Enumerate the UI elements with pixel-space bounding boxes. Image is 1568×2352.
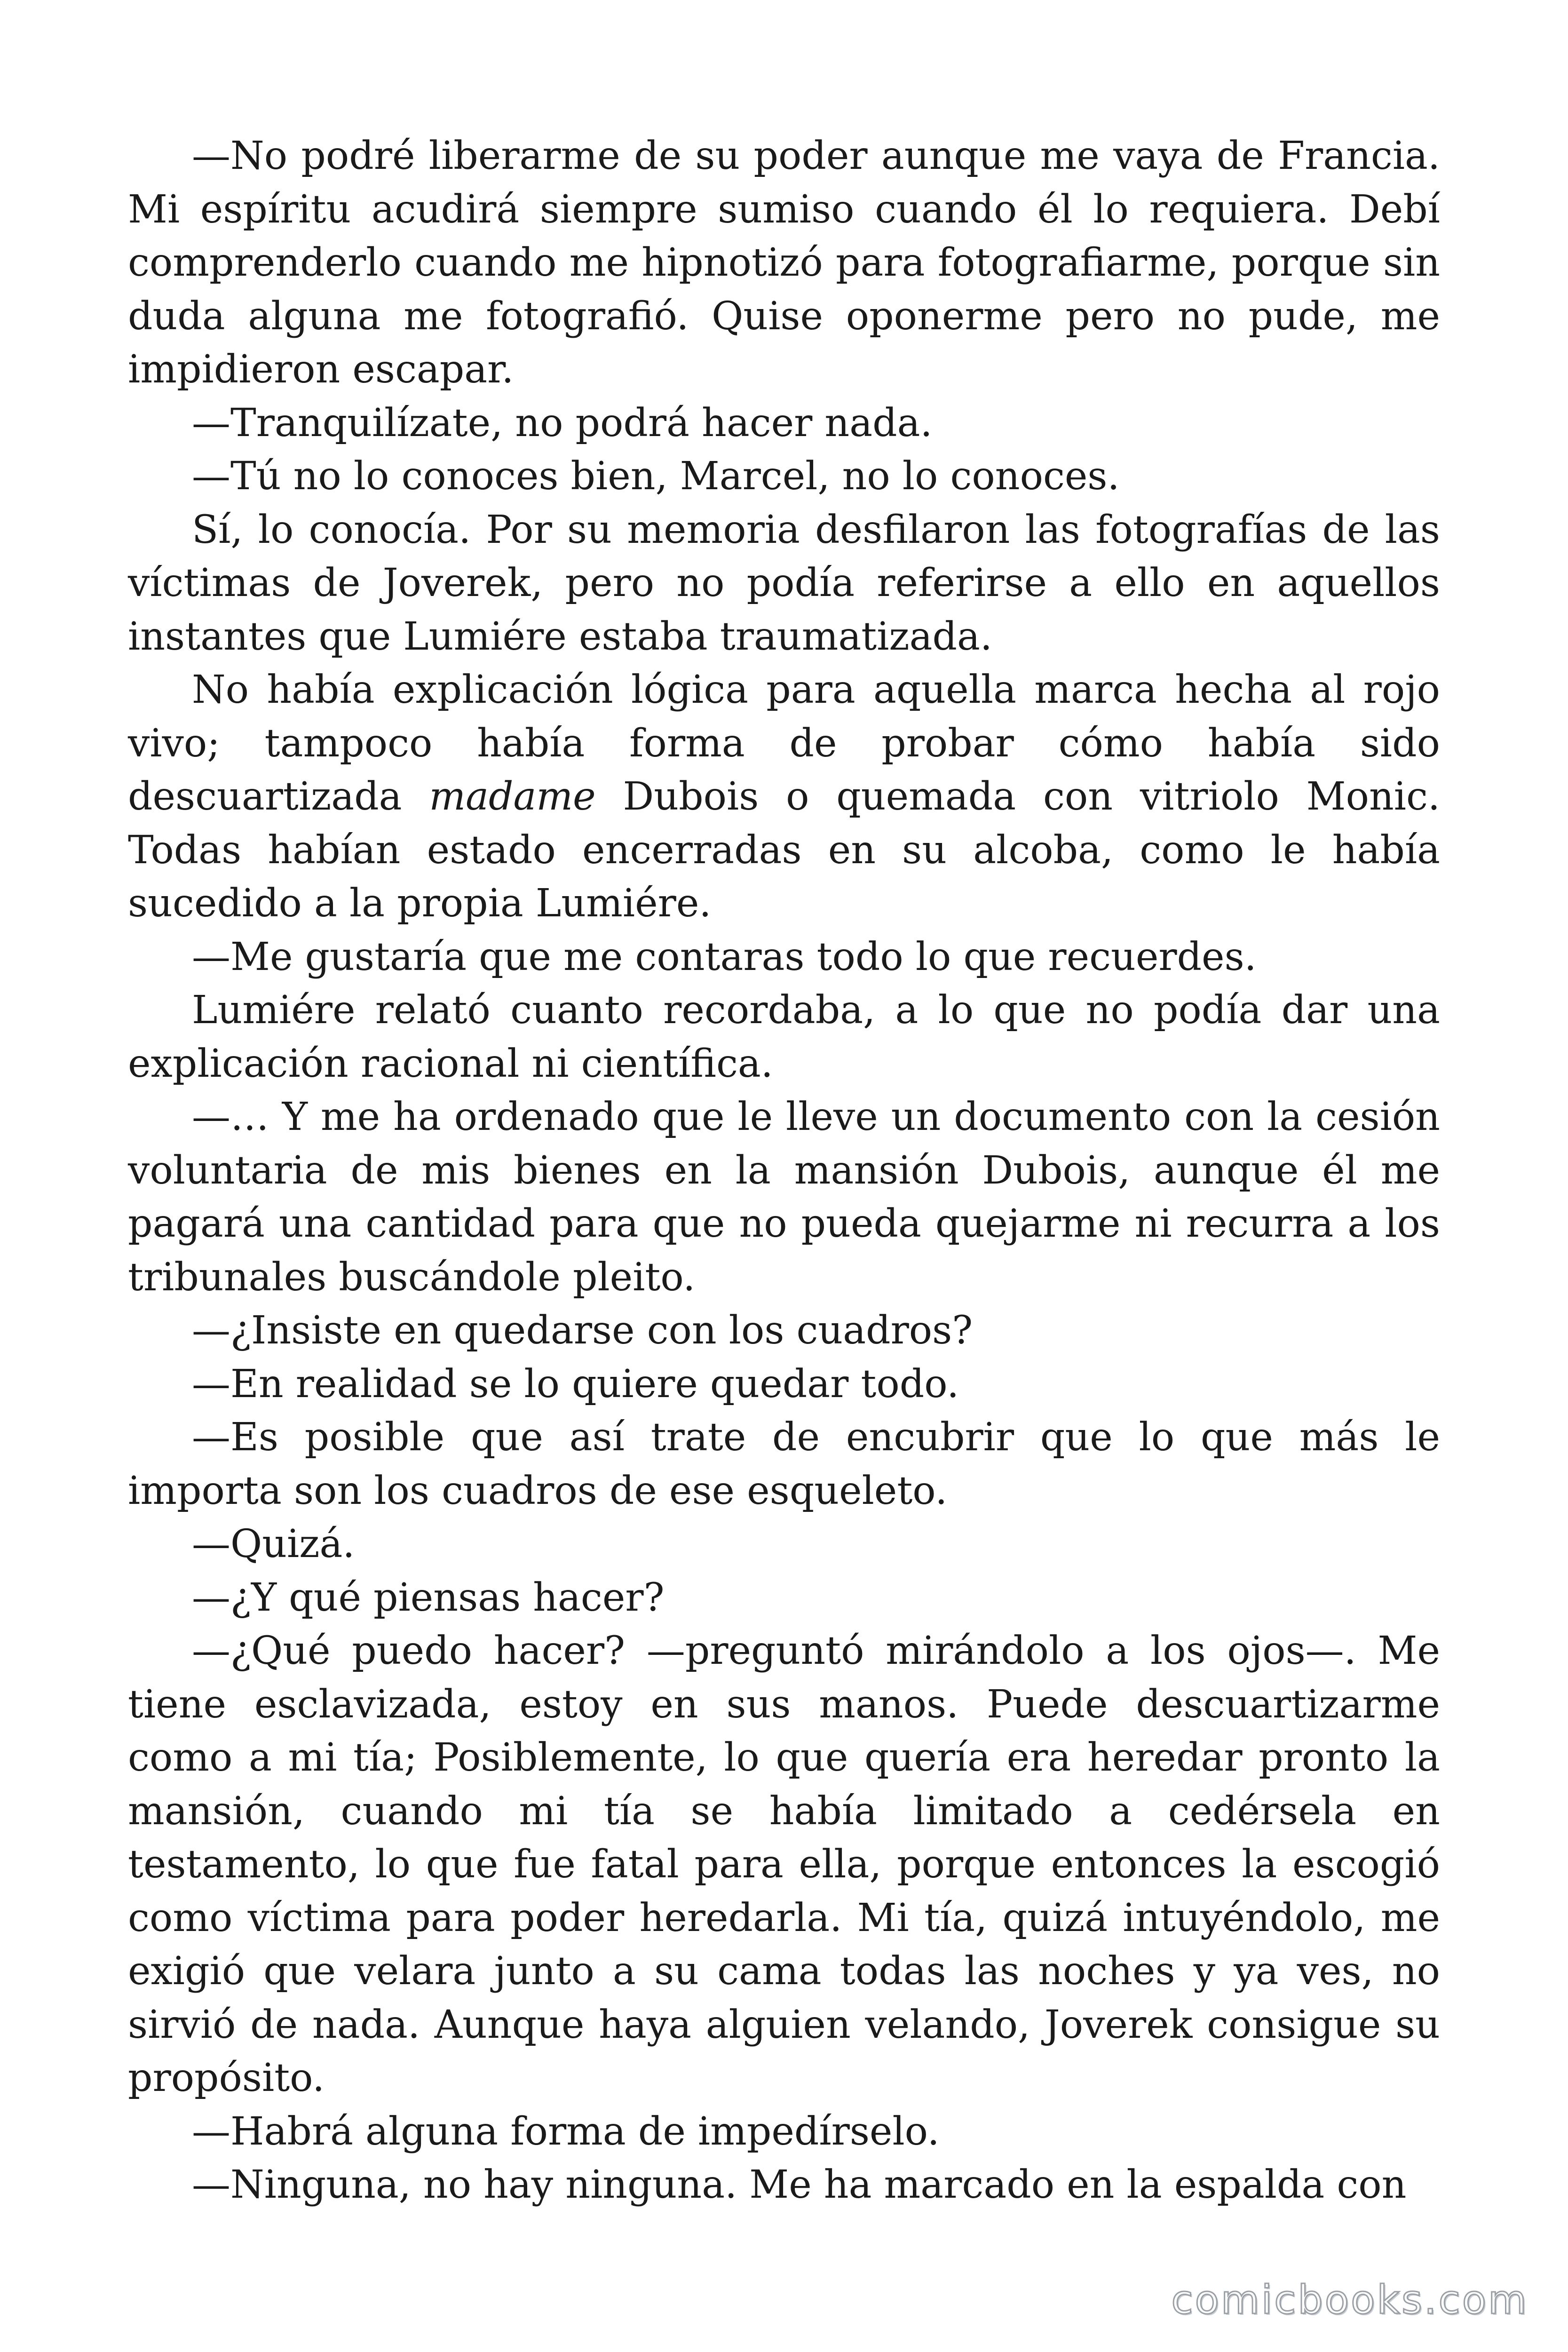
paragraph-8: —… Y me ha ordenado que le lleve un documento con la cesión voluntaria de mis bienes en la mansión Dubois, aunque él me pagará una cantidad para que no pueda quejarme ni recurra a los tribunales buscándole pleito. xyxy=(128,1095,1440,1300)
paragraph-10: —En realidad se lo quiere quedar todo. xyxy=(192,1361,959,1406)
paragraph-6: —Me gustaría que me contaras todo lo que recuerdes. xyxy=(192,934,1257,979)
paragraph-16: —Ninguna, no hay ninguna. Me ha marcado en la espalda con xyxy=(192,2162,1407,2207)
watermark: comicbooks.com xyxy=(1171,2277,1528,2323)
paragraph-5-after: Dubois o quemada con vitriolo Monic. Todas habían estado encerradas en su alcoba, como le había sucedido a la propia Lumiére. xyxy=(128,774,1440,926)
paragraph-9: —¿Insiste en quedarse con los cuadros? xyxy=(192,1308,973,1353)
paragraph-15: —Habrá alguna forma de impedírselo. xyxy=(192,2109,940,2154)
page-body-text xyxy=(128,129,1440,2212)
paragraph-3: —Tú no lo conoces bien, Marcel, no lo conoces. xyxy=(192,454,1120,499)
paragraph-7: Lumiére relató cuanto recordaba, a lo que no podía dar una explicación racional ni científica. xyxy=(128,988,1440,1086)
paragraph-14: —¿Qué puedo hacer? —preguntó mirándolo a los ojos—. Me tiene esclavizada, estoy en sus manos. Puede descuartizarme como a mi tía; Posiblemente, lo que quería era heredar pronto la mansión, cuando mi tía se había limitado a cedérsela en testamento, lo que fue fatal para ella, porque entonces la escogió como víctima para poder heredarla. Mi tía, quizá intuyéndolo, me exigió que velara junto a su cama todas las noches y ya ves, no sirvió de nada. Aunque haya alguien velando, Joverek consigue su propósito. xyxy=(128,1629,1440,2100)
paragraph-1: —No podré liberarme de su poder aunque me vaya de Francia. Mi espíritu acudirá siempre sumiso cuando él lo requiera. Debí comprenderlo cuando me hipnotizó para fotografiarme, porque sin duda alguna me fotografió. Quise oponerme pero no pude, me impidieron escapar. xyxy=(128,134,1440,392)
paragraph-5-before: No había explicación lógica para aquella marca hecha al rojo vivo; tampoco había forma de probar cómo había sido descuartizada xyxy=(128,667,1440,819)
paragraph-2: —Tranquilízate, no podrá hacer nada. xyxy=(192,400,933,445)
paragraph-5-emphasis: madame xyxy=(429,774,596,819)
paragraph-5 xyxy=(128,663,1440,930)
paragraph-13: —¿Y qué piensas hacer? xyxy=(192,1575,665,1620)
paragraph-4: Sí, lo conocía. Por su memoria desfilaron las fotografías de las víctimas de Joverek, pero no podía referirse a ello en aquellos instantes que Lumiére estaba traumatizada. xyxy=(128,507,1440,659)
paragraph-11: —Es posible que así trate de encubrir que lo que más le importa son los cuadros de ese esqueleto. xyxy=(128,1415,1440,1513)
paragraph-12: —Quizá. xyxy=(192,1522,355,1566)
